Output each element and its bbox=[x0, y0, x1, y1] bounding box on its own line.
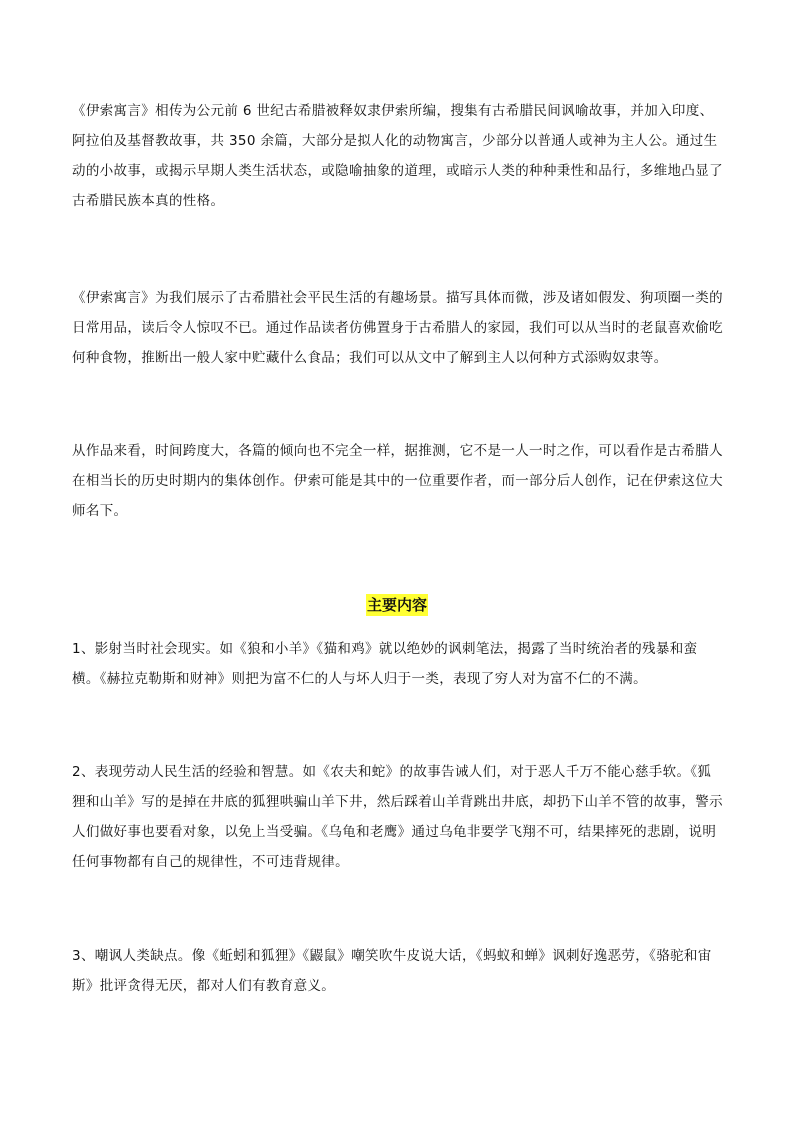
main-content-heading: 主要内容 bbox=[366, 596, 427, 614]
main-content-heading-wrap bbox=[0, 594, 794, 616]
intro-paragraph-authorship: 从作品来看，时间跨度大，各篇的倾向也不完全一样，据推测，它不是一人一时之作，可以看作是古希腊人在相当长的历史时期内的集体创作。伊索可能是其中的一位重要作者，而一部分后人创作，记在伊索这位大师名下。 bbox=[72, 443, 723, 519]
intro-paragraph-scenes: 《伊索寓言》为我们展示了古希腊社会平民生活的有趣场景。描写具体而微，涉及诸如假发、狗项圈一类的日常用品，读后令人惊叹不已。通过作品读者仿佛置身于古希腊人的家园，我们可以从当时的老鼠喜欢偷吃何种食物，推断出一般人家中贮藏什么食品；我们可以从文中了解到主人以何种方式添购奴隶等。 bbox=[72, 290, 723, 366]
intro-paragraph-origin: 《伊索寓言》相传为公元前 6 世纪古希腊被释奴隶伊索所编，搜集有古希腊民间讽喻故事，并加入印度、阿拉伯及基督教故事，共 350 余篇，大部分是拟人化的动物寓言，少部分以普通人或神为主人公。通过生动的小故事，或揭示早期人类生活状态，或隐喻抽象的道理，或暗示人类的种种秉性和品行，多维地凸显了古希腊民族本真的性格。 bbox=[72, 103, 723, 209]
main-content-item-2: 2、表现劳动人民生活的经验和智慧。如《农夫和蛇》的故事告诫人们，对于恶人千万不能心慈手软。《狐狸和山羊》写的是掉在井底的狐狸哄骗山羊下井，然后踩着山羊背跳出井底，却扔下山羊不管的故事，警示人们做好事也要看对象，以免上当受骗。《乌龟和老鹰》通过乌龟非要学飞翔不可，结果摔死的悲剧，说明任何事物都有自己的规律性，不可违背规律。 bbox=[72, 764, 723, 870]
main-content-item-1: 1、影射当时社会现实。如《狼和小羊》《猫和鸡》就以绝妙的讽刺笔法，揭露了当时统治者的残暴和蛮横。《赫拉克勒斯和财神》则把为富不仁的人与坏人归于一类，表现了穷人对为富不仁的不满。 bbox=[72, 641, 698, 687]
main-content-item-3: 3、嘲讽人类缺点。像《蚯蚓和狐狸》《鼹鼠》嘲笑吹牛皮说大话，《蚂蚁和蝉》讽刺好逸恶劳，《骆驼和宙斯》批评贪得无厌，都对人们有教育意义。 bbox=[72, 948, 712, 994]
